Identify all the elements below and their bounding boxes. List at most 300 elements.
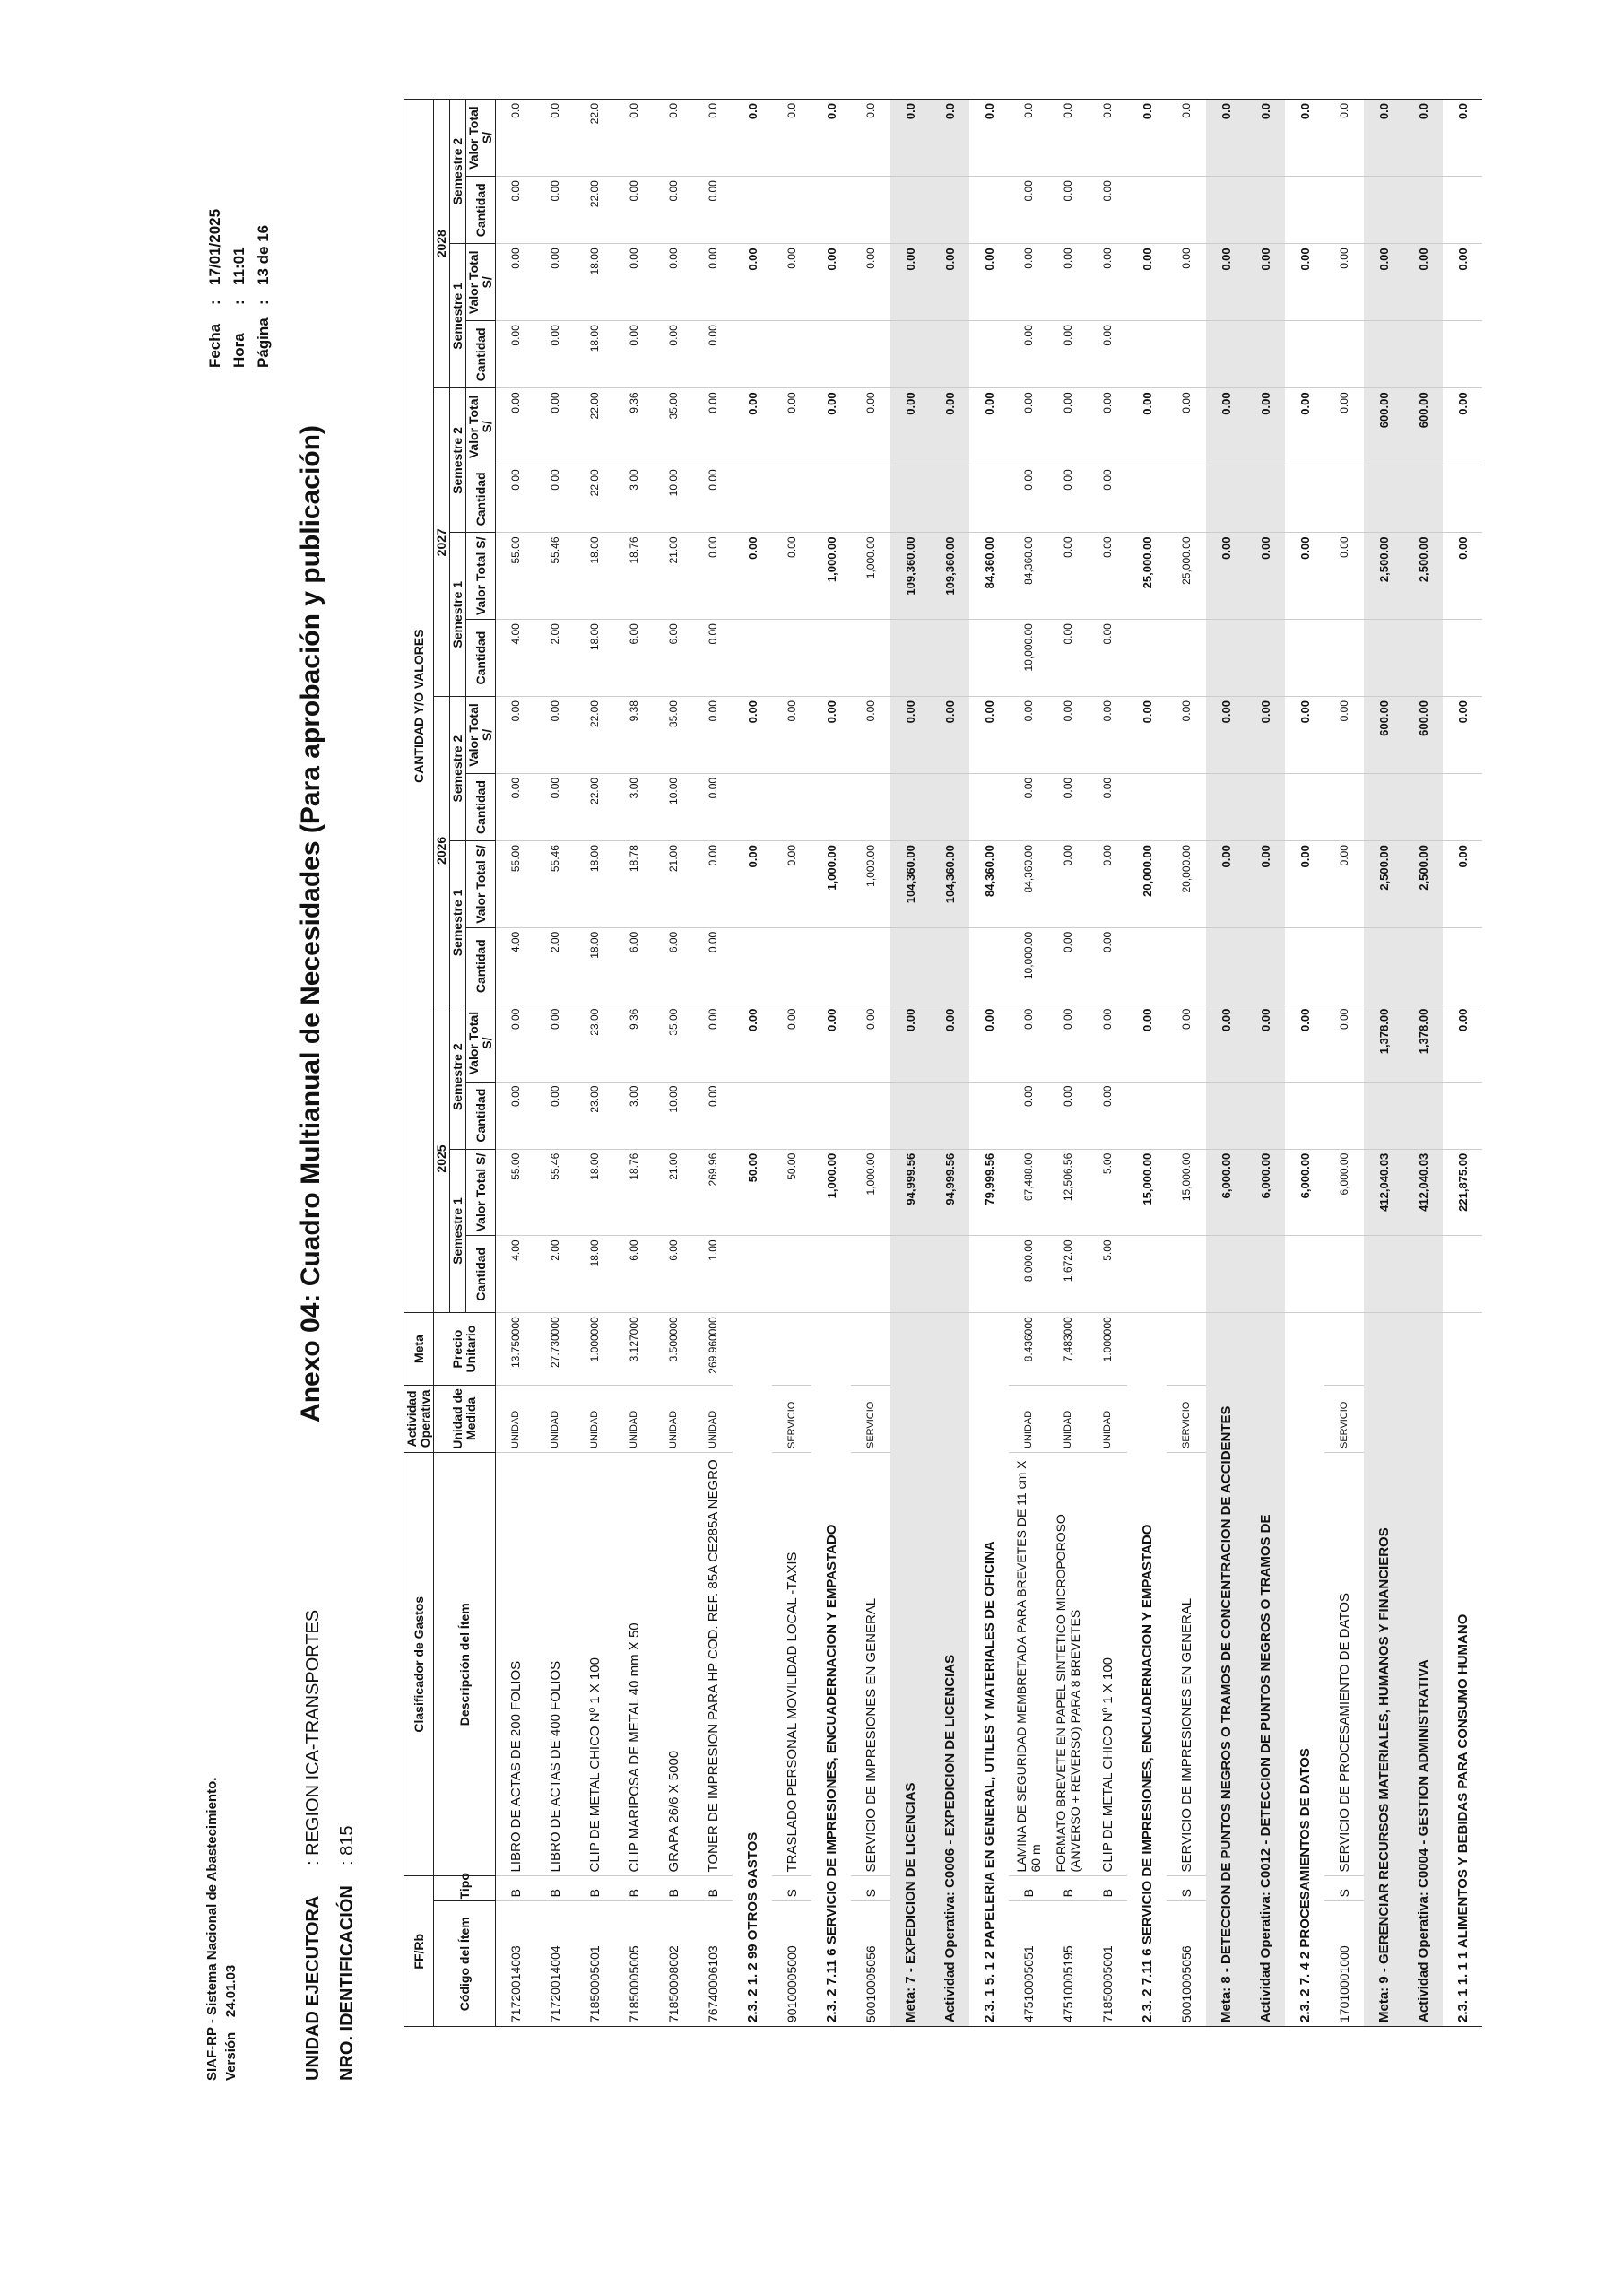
cantidad-cell — [969, 1236, 1009, 1313]
valor-total-cell: 109,360.00 — [930, 533, 969, 620]
cantidad-cell — [733, 620, 772, 697]
semester-header: Semestre 2 — [450, 388, 466, 533]
meta-header: Meta — [404, 1313, 434, 1386]
cantidad-cell — [851, 927, 890, 1004]
valor-total-cell: 0.00 — [851, 244, 890, 321]
cantidad-header: Cantidad — [466, 620, 496, 697]
item-code: 47510005051 — [1009, 1901, 1048, 2027]
valor-total-cell: 0.00 — [654, 244, 693, 321]
unidad-label: UNIDAD EJECUTORA — [303, 1895, 323, 2081]
item-tipo: S — [772, 1876, 812, 1901]
cantidad-header: Cantidad — [466, 773, 496, 840]
valor-total-header: Valor Total S/ — [466, 388, 496, 465]
valor-total-cell: 18.78 — [614, 841, 654, 928]
valor-total-cell: 35.00 — [654, 1004, 693, 1082]
valor-total-cell: 55.00 — [496, 1149, 536, 1236]
valor-total-cell: 0.00 — [1206, 1004, 1245, 1082]
cantidad-cell: 0.00 — [1048, 177, 1088, 244]
valor-total-cell: 0.00 — [1167, 697, 1206, 774]
valor-total-cell: 0.00 — [1048, 533, 1088, 620]
item-description: TRASLADO PERSONAL MOVILIDAD LOCAL -TAXIS — [772, 1453, 812, 1877]
semester-header: Semestre 2 — [450, 100, 466, 244]
cantidad-cell — [1167, 321, 1206, 388]
cantidad-header: Cantidad — [466, 465, 496, 533]
cantidad-cell — [1443, 927, 1482, 1004]
item-tipo: B — [654, 1876, 693, 1901]
valor-total-cell: 0.00 — [693, 533, 733, 620]
valor-total-cell: 6,000.00 — [1245, 1149, 1285, 1236]
valor-total-cell: 0.00 — [1285, 533, 1324, 620]
cantidad-cell — [1167, 620, 1206, 697]
cantidad-cell — [930, 177, 969, 244]
cantidad-cell — [851, 620, 890, 697]
cantidad-header: Cantidad — [466, 321, 496, 388]
hora-label: Hora — [230, 333, 247, 368]
cantidad-cell — [1206, 177, 1245, 244]
nro-label: NRO. IDENTIFICACIÓN — [337, 1885, 357, 2081]
fecha-value: 17/01/2025 — [206, 208, 223, 285]
valor-total-cell: 6,000.00 — [1324, 1149, 1364, 1236]
cantidad-cell — [772, 1236, 812, 1313]
valor-total-cell: 1,000.00 — [812, 533, 851, 620]
valor-total-cell: 18.00 — [575, 244, 614, 321]
cantidad-cell — [1127, 620, 1167, 697]
valor-total-header: Valor Total S/ — [466, 100, 496, 177]
valor-total-cell: 18.00 — [575, 1149, 614, 1236]
cantidad-cell — [1245, 177, 1285, 244]
valor-total-cell: 22.0 — [575, 100, 614, 177]
valor-total-cell: 0.0 — [614, 100, 654, 177]
valor-total-cell: 84,360.00 — [1009, 841, 1048, 928]
cantidad-cell — [1245, 465, 1285, 533]
item-tipo: S — [851, 1876, 890, 1901]
valor-total-cell: 0.00 — [1048, 388, 1088, 465]
item-code: 71720014004 — [535, 1901, 575, 2027]
valor-total-cell: 0.00 — [1443, 1004, 1482, 1082]
valor-total-cell: 0.00 — [1127, 388, 1167, 465]
cantidad-cell — [1403, 1236, 1443, 1313]
valor-total-cell: 0.00 — [772, 1004, 812, 1082]
cantidad-cell — [851, 177, 890, 244]
item-unit-price: 3.500000 — [654, 1313, 693, 1386]
act-label: Actividad Operativa: C0012 - DETECCION DE PUNTOS NEGROS O TRAMOS DE — [1245, 1313, 1285, 2027]
cantidad-cell: 22.00 — [575, 773, 614, 840]
cantidad-cell — [1245, 321, 1285, 388]
cantidad-cell — [969, 465, 1009, 533]
cantidad-cell: 0.00 — [1009, 773, 1048, 840]
cantidad-cell: 0.00 — [535, 773, 575, 840]
group-label: 2.3. 1 5. 1 2 PAPELERIA EN GENERAL, UTILES Y MATERIALES DE OFICINA — [969, 1313, 1009, 2027]
valor-total-cell: 1,000.00 — [851, 841, 890, 928]
valor-total-cell: 0.00 — [1285, 388, 1324, 465]
valor-total-cell: 600.00 — [1364, 697, 1403, 774]
cantidad-cell — [1364, 773, 1403, 840]
cantidad-cell — [1403, 927, 1443, 1004]
group-label: 2.3. 2 7. 4 2 PROCESAMIENTOS DE DATOS — [1285, 1313, 1324, 2027]
semester-header: Semestre 2 — [450, 697, 466, 841]
semester-header: Semestre 2 — [450, 1004, 466, 1149]
cantidad-cell — [930, 620, 969, 697]
cantidad-cell — [1167, 1082, 1206, 1149]
group-label: 2.3. 2 7.11 6 SERVICIO DE IMPRESIONES, ENCUADERNACION Y EMPASTADO — [1127, 1313, 1167, 2027]
item-unit: SERVICIO — [1167, 1385, 1206, 1452]
valor-total-cell: 0.00 — [890, 1004, 930, 1082]
valor-total-cell: 0.00 — [1009, 244, 1048, 321]
item-description: SERVICIO DE IMPRESIONES EN GENERAL — [851, 1453, 890, 1877]
item-unit-price — [851, 1313, 890, 1386]
valor-total-cell: 0.0 — [772, 100, 812, 177]
cantidad-cell: 22.00 — [575, 177, 614, 244]
valor-total-cell: 18.76 — [614, 1149, 654, 1236]
year-2025-header: 2025 — [434, 1004, 450, 1313]
cantidad-cell — [890, 465, 930, 533]
item-row — [851, 100, 890, 2027]
meta-label: Meta: 7 - EXPEDICION DE LICENCIAS — [890, 1313, 930, 2027]
meta-row — [1206, 100, 1245, 2027]
valor-total-cell: 0.00 — [693, 697, 733, 774]
cantidad-cell — [1403, 1082, 1443, 1149]
valor-total-cell: 0.00 — [1167, 1004, 1206, 1082]
group-row — [812, 100, 851, 2027]
cantidad-cell — [1285, 1236, 1324, 1313]
item-unit-price: 1.000000 — [575, 1313, 614, 1386]
cantidad-cell — [1127, 321, 1167, 388]
valor-total-cell: 0.00 — [1206, 841, 1245, 928]
cantidad-cell — [1403, 620, 1443, 697]
valor-total-cell: 0.00 — [930, 388, 969, 465]
item-row — [575, 100, 614, 2027]
cantidad-cell — [1324, 321, 1364, 388]
item-unit: UNIDAD — [654, 1385, 693, 1452]
valor-total-cell: 0.00 — [496, 697, 536, 774]
valor-total-cell: 0.0 — [1364, 100, 1403, 177]
cantidad-cell: 5.00 — [1088, 1236, 1127, 1313]
cantidad-cell: 18.00 — [575, 1236, 614, 1313]
valor-total-cell: 0.00 — [1088, 697, 1127, 774]
valor-total-cell: 35.00 — [654, 388, 693, 465]
valor-total-cell: 0.0 — [496, 100, 536, 177]
valor-total-cell: 25,000.00 — [1167, 533, 1206, 620]
cantidad-cell: 6.00 — [654, 927, 693, 1004]
group-row — [1285, 100, 1324, 2027]
cantidad-cell — [969, 321, 1009, 388]
valor-total-cell: 0.00 — [1324, 533, 1364, 620]
item-row — [1324, 100, 1364, 2027]
item-tipo: S — [1324, 1876, 1364, 1901]
version-label: Versión — [223, 2031, 239, 2081]
cantidad-cell — [1206, 321, 1245, 388]
valor-total-cell: 0.0 — [1206, 100, 1245, 177]
cantidad-cell: 2.00 — [535, 1236, 575, 1313]
valor-total-cell: 0.00 — [890, 388, 930, 465]
semester-header: Semestre 1 — [450, 841, 466, 1005]
year-2027-header: 2027 — [434, 388, 450, 697]
valor-total-header: Valor Total S/ — [466, 1149, 496, 1236]
cantidad-cell — [1443, 773, 1482, 840]
valor-total-cell: 0.0 — [1285, 100, 1324, 177]
item-row — [1088, 100, 1127, 2027]
ffrb-header: FF/Rb — [404, 1876, 434, 2027]
valor-total-cell: 0.00 — [890, 697, 930, 774]
valor-total-cell: 18.00 — [575, 841, 614, 928]
cantidad-cell: 0.00 — [614, 177, 654, 244]
valor-total-cell: 0.00 — [1324, 244, 1364, 321]
valor-total-cell: 0.00 — [1088, 841, 1127, 928]
item-unit: UNIDAD — [1009, 1385, 1048, 1452]
cantidad-cell — [1127, 177, 1167, 244]
valor-total-cell: 0.00 — [496, 388, 536, 465]
cantidad-cell — [1206, 927, 1245, 1004]
valor-total-cell: 2,500.00 — [1403, 841, 1443, 928]
valor-total-cell: 0.00 — [693, 388, 733, 465]
tipo-header: Tipo — [434, 1876, 496, 1901]
cantidad-cell — [969, 620, 1009, 697]
valor-total-cell: 600.00 — [1403, 388, 1443, 465]
valor-total-cell: 0.00 — [733, 244, 772, 321]
valor-total-cell: 18.76 — [614, 533, 654, 620]
cantidad-cell — [1245, 1082, 1285, 1149]
item-unit-price — [1167, 1313, 1206, 1386]
valor-total-cell: 0.0 — [1127, 100, 1167, 177]
valor-total-cell: 0.00 — [1206, 388, 1245, 465]
cantidad-cell — [812, 321, 851, 388]
group-row — [1443, 100, 1482, 2027]
version-line — [221, 1778, 240, 2081]
valor-total-cell: 0.00 — [1324, 388, 1364, 465]
valor-total-cell: 20,000.00 — [1127, 841, 1167, 928]
cantidad-cell — [1206, 465, 1245, 533]
item-code: 76740006103 — [693, 1901, 733, 2027]
valor-total-cell: 0.0 — [851, 100, 890, 177]
item-row — [496, 100, 536, 2027]
cantidad-cell — [890, 1236, 930, 1313]
cantidad-cell: 0.00 — [693, 1082, 733, 1149]
item-unit: UNIDAD — [535, 1385, 575, 1452]
valor-total-cell: 84,360.00 — [969, 841, 1009, 928]
cantidad-cell: 1,672.00 — [1048, 1236, 1088, 1313]
cantidad-cell: 6.00 — [614, 620, 654, 697]
item-description: CLIP DE METAL CHICO Nº 1 X 100 — [575, 1453, 614, 1877]
valor-total-cell: 0.00 — [1088, 1004, 1127, 1082]
item-tipo: B — [693, 1876, 733, 1901]
item-description: LAMINA DE SEGURIDAD MEMBRETADA PARA BREVETES DE 11 cm X 60 m — [1009, 1453, 1048, 1877]
valor-total-cell: 109,360.00 — [890, 533, 930, 620]
system-name: SIAF-RP - Sistema Nacional de Abastecimiento. — [204, 1777, 220, 2081]
valor-total-cell: 0.0 — [535, 100, 575, 177]
cantidad-cell — [1167, 177, 1206, 244]
valor-total-cell: 0.00 — [1364, 244, 1403, 321]
valor-total-cell: 0.00 — [1206, 244, 1245, 321]
valor-total-cell: 0.00 — [1443, 841, 1482, 928]
cantidad-cell — [1285, 620, 1324, 697]
cantidad-cell — [969, 1082, 1009, 1149]
valor-total-cell: 0.00 — [1127, 244, 1167, 321]
cantidad-cell: 0.00 — [1009, 1082, 1048, 1149]
semester-header: Semestre 1 — [450, 244, 466, 388]
valor-total-cell: 9.38 — [614, 697, 654, 774]
cantidad-cell: 0.00 — [1048, 1082, 1088, 1149]
valor-total-cell: 0.00 — [1285, 1004, 1324, 1082]
item-code: 71850005001 — [1088, 1901, 1127, 2027]
cantidad-cell — [733, 927, 772, 1004]
cantidad-cell: 0.00 — [1048, 465, 1088, 533]
cantidad-cell: 23.00 — [575, 1082, 614, 1149]
valor-total-cell: 0.00 — [1245, 841, 1285, 928]
valor-total-cell: 0.00 — [1088, 388, 1127, 465]
valor-total-cell: 0.00 — [1127, 697, 1167, 774]
cantidad-cell — [1285, 177, 1324, 244]
cantidad-cell — [1127, 465, 1167, 533]
valor-total-cell: 0.00 — [772, 533, 812, 620]
item-unit: UNIDAD — [496, 1385, 536, 1452]
cantidad-cell — [1324, 465, 1364, 533]
item-code: 50010005056 — [851, 1901, 890, 2027]
cantidad-cell — [772, 620, 812, 697]
valor-total-cell: 0.00 — [851, 697, 890, 774]
cantidad-cell: 6.00 — [654, 1236, 693, 1313]
cantidad-cell — [1206, 1082, 1245, 1149]
item-unit: UNIDAD — [1088, 1385, 1127, 1452]
cantidad-cell: 0.00 — [535, 465, 575, 533]
valor-total-cell: 0.00 — [733, 388, 772, 465]
valor-total-cell: 79,999.56 — [969, 1149, 1009, 1236]
cantidad-cell: 0.00 — [654, 321, 693, 388]
item-unit-price: 8.436000 — [1009, 1313, 1048, 1386]
cantidad-cell — [733, 773, 772, 840]
cantidad-cell — [1245, 1236, 1285, 1313]
cantidad-cell: 18.00 — [575, 620, 614, 697]
cantidad-cell — [890, 1082, 930, 1149]
valor-total-cell: 5.00 — [1088, 1149, 1127, 1236]
cantidad-cell — [812, 465, 851, 533]
item-unit-price — [1324, 1313, 1364, 1386]
cantidad-cell — [1324, 620, 1364, 697]
valor-total-cell: 0.00 — [496, 244, 536, 321]
valor-total-cell: 0.00 — [1048, 244, 1088, 321]
cantidad-cell — [772, 927, 812, 1004]
item-description: FORMATO BREVETE EN PAPEL SINTETICO MICROPOROSO (ANVERSO + REVERSO) PARA 8 BREVETES — [1048, 1453, 1088, 1877]
cantidad-cell: 0.00 — [693, 927, 733, 1004]
group-row — [733, 100, 772, 2027]
valor-total-header: Valor Total S/ — [466, 533, 496, 620]
meta-row — [890, 100, 930, 2027]
cantidad-cell — [1245, 773, 1285, 840]
cantidad-cell — [1364, 1236, 1403, 1313]
system-header — [203, 1778, 240, 2081]
item-unit: SERVICIO — [1324, 1385, 1364, 1452]
act-label: Actividad Operativa: C0004 - GESTION ADMINISTRATIVA — [1403, 1313, 1443, 2027]
cantidad-cell: 0.00 — [496, 773, 536, 840]
valor-total-cell: 0.00 — [693, 841, 733, 928]
cantidad-cell: 0.00 — [1088, 1082, 1127, 1149]
valor-total-cell: 0.0 — [969, 100, 1009, 177]
valor-total-cell: 0.00 — [772, 697, 812, 774]
valor-total-cell: 0.00 — [1048, 1004, 1088, 1082]
cantidad-cell: 10.00 — [654, 773, 693, 840]
cantidad-cell — [812, 177, 851, 244]
item-description: LIBRO DE ACTAS DE 200 FOLIOS — [496, 1453, 536, 1877]
cantidad-cell — [930, 927, 969, 1004]
valor-total-cell: 55.46 — [535, 841, 575, 928]
item-unit-price: 27.730000 — [535, 1313, 575, 1386]
item-unit: UNIDAD — [693, 1385, 733, 1452]
valor-total-cell: 0.00 — [733, 1004, 772, 1082]
item-row — [654, 100, 693, 2027]
cantidad-cell — [1245, 620, 1285, 697]
valor-total-cell: 1,000.00 — [812, 1149, 851, 1236]
cantidad-cell — [930, 465, 969, 533]
valor-total-cell: 94,999.56 — [930, 1149, 969, 1236]
valor-total-cell: 0.0 — [812, 100, 851, 177]
cantidad-cell — [890, 620, 930, 697]
cantidad-cell — [1127, 1082, 1167, 1149]
valor-total-cell: 412,040.03 — [1403, 1149, 1443, 1236]
valor-total-cell: 21.00 — [654, 841, 693, 928]
cantidad-cell — [812, 1082, 851, 1149]
valor-total-cell: 0.00 — [1285, 244, 1324, 321]
valor-total-header: Valor Total S/ — [466, 841, 496, 928]
cantidad-cell — [733, 1082, 772, 1149]
valor-total-cell: 0.00 — [1245, 1004, 1285, 1082]
valor-total-cell: 0.0 — [890, 100, 930, 177]
cantidad-cell — [1206, 773, 1245, 840]
cantidad-cell — [1364, 1082, 1403, 1149]
item-description: SERVICIO DE IMPRESIONES EN GENERAL — [1167, 1453, 1206, 1877]
unidad-value: : REGION ICA-TRANSPORTES — [303, 1609, 323, 1866]
cantidad-cell — [851, 321, 890, 388]
valor-total-cell: 1,378.00 — [1364, 1004, 1403, 1082]
item-tipo: B — [614, 1876, 654, 1901]
cantidad-cell: 0.00 — [496, 177, 536, 244]
item-row — [1167, 100, 1206, 2027]
cantidad-cell: 0.00 — [1088, 177, 1127, 244]
cantidad-cell: 0.00 — [496, 465, 536, 533]
cantidad-cell: 0.00 — [535, 321, 575, 388]
cantidad-cell: 0.00 — [693, 177, 733, 244]
valor-total-cell: 600.00 — [1403, 697, 1443, 774]
valor-total-cell: 0.00 — [1048, 697, 1088, 774]
valor-total-cell: 0.00 — [1009, 388, 1048, 465]
item-description: CLIP DE METAL CHICO Nº 1 X 100 — [1088, 1453, 1127, 1877]
valor-total-cell: 55.00 — [496, 533, 536, 620]
cantidad-cell — [812, 1236, 851, 1313]
valor-total-cell: 0.0 — [1403, 100, 1443, 177]
needs-table — [404, 99, 1482, 2027]
valor-total-cell: 0.00 — [1167, 244, 1206, 321]
valor-total-cell: 1,378.00 — [1403, 1004, 1443, 1082]
item-tipo: B — [496, 1876, 536, 1901]
cantidad-cell: 0.00 — [496, 321, 536, 388]
cantidad-cell — [1167, 927, 1206, 1004]
cantidad-cell: 6.00 — [614, 1236, 654, 1313]
valor-total-cell: 1,000.00 — [851, 1149, 890, 1236]
valor-total-cell: 0.00 — [1206, 697, 1245, 774]
valor-total-cell: 0.00 — [1324, 697, 1364, 774]
item-unit: UNIDAD — [1048, 1385, 1088, 1452]
cantidad-header: Cantidad — [466, 1082, 496, 1149]
cantidad-cell — [812, 927, 851, 1004]
item-code: 90100005000 — [772, 1901, 812, 2027]
valor-total-cell: 0.00 — [1048, 841, 1088, 928]
meta-label: Meta: 8 - DETECCION DE PUNTOS NEGROS O TRAMOS DE CONCENTRACION DE ACCIDENTES — [1206, 1313, 1245, 2027]
item-code: 50010005056 — [1167, 1901, 1206, 2027]
cantidad-cell — [1443, 620, 1482, 697]
cantidad-cell: 6.00 — [614, 927, 654, 1004]
cantidad-cell — [1206, 1236, 1245, 1313]
cantidad-cell — [772, 1082, 812, 1149]
cantidad-cell: 0.00 — [535, 1082, 575, 1149]
cantidad-cell — [930, 1082, 969, 1149]
